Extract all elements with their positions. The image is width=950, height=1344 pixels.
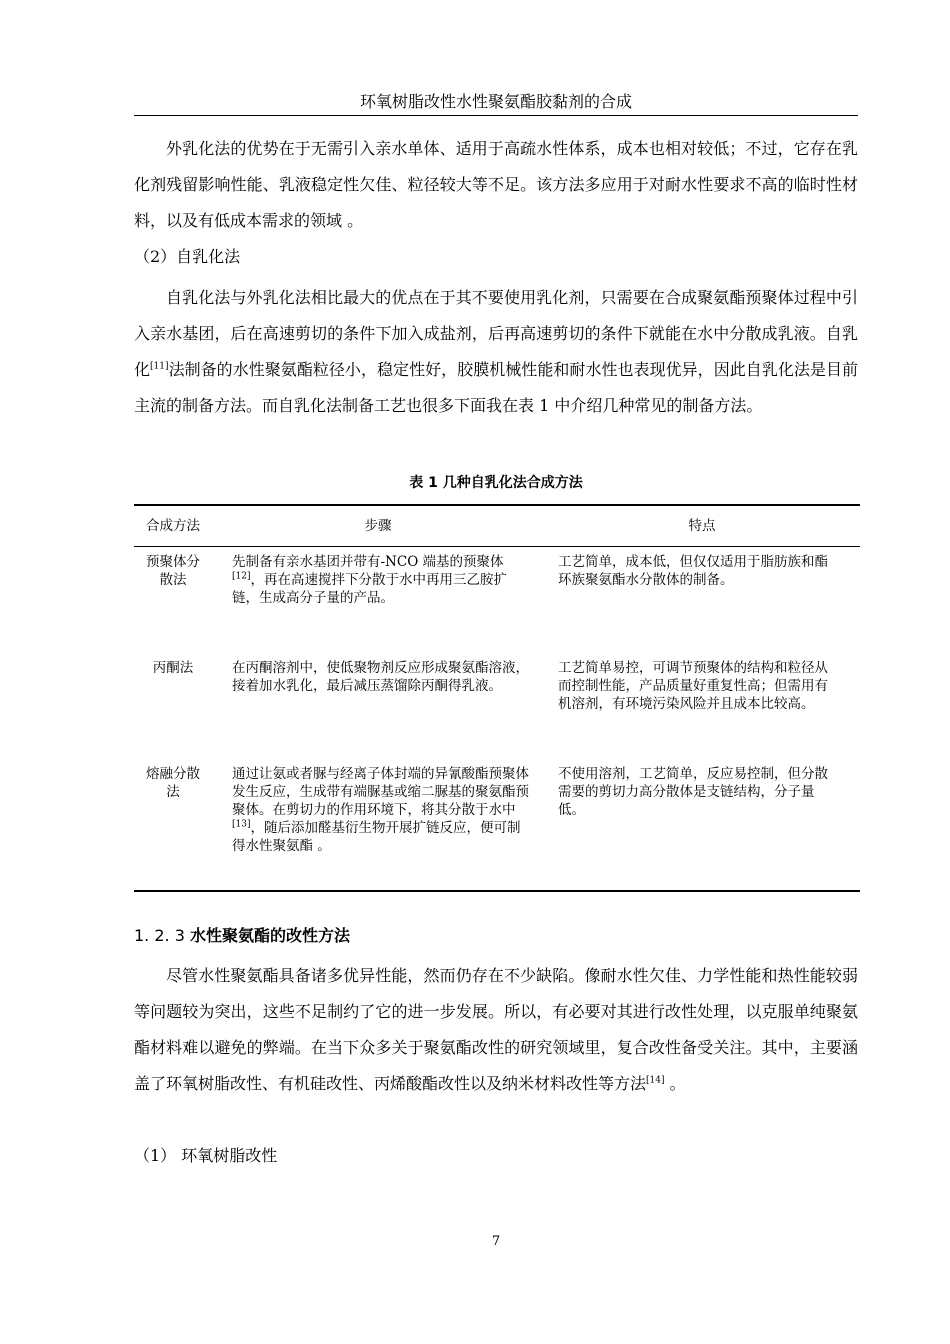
features-cell: 工艺简单，成本低，但仅仅适用于脂肪族和酯环族聚氨酯水分散体的制备。 bbox=[558, 554, 828, 588]
subheading-epoxy-modification: （1） 环氧树脂改性 bbox=[134, 1146, 278, 1165]
citation-ref: [13] bbox=[232, 819, 251, 830]
section-title: 水性聚氨酯的改性方法 bbox=[189, 926, 350, 945]
steps-text: 通过让氨或者脲与经离子体封端的异氰酸酯预聚体发生反应，生成带有端脲基或缩二脲基的聚氨酯预聚体。在剪切力的作用环境下，将其分散于水中 bbox=[232, 766, 529, 818]
steps-cell bbox=[212, 759, 544, 891]
method-cell bbox=[134, 547, 212, 654]
method-cell bbox=[134, 653, 212, 759]
paragraph-text: 。 bbox=[664, 1074, 686, 1093]
column-header-method: 合成方法 bbox=[146, 518, 200, 534]
citation-ref: [12] bbox=[232, 571, 251, 582]
paragraph-external-emulsification: 外乳化法的优势在于无需引入亲水单体、适用于高疏水性体系，成本也相对较低；不过，它存在乳化剂残留影响性能、乳液稳定性欠佳、粒径较大等不足。该方法多应用于对耐水性要求不高的临时性材料，以及有低成本需求的领域 。 bbox=[134, 139, 858, 230]
table-header-row bbox=[134, 505, 860, 547]
method-name: 预聚体分散法 bbox=[146, 554, 200, 588]
method-name: 丙酮法 bbox=[152, 660, 194, 676]
paragraph-text: 法制备的水性聚氨酯粒径小，稳定性好，胶膜机械性能和耐水性也表现优异，因此自乳化法是目前主流的制备方法。而自乳化法制备工艺也很多下面我在表 1 中介绍几种常见的制备方法。 bbox=[134, 360, 858, 415]
paragraph-modification-methods bbox=[134, 958, 858, 1102]
steps-text: 先制备有亲水基团并带有-NCO 端基的预聚体 bbox=[232, 554, 504, 570]
method-name: 熔融分散法 bbox=[146, 766, 200, 800]
paragraph-self-emulsification bbox=[134, 280, 858, 424]
steps-cell bbox=[212, 653, 544, 759]
header-rule bbox=[134, 115, 858, 116]
citation-ref: [14] bbox=[646, 1075, 665, 1086]
methods-table bbox=[134, 504, 860, 892]
paragraph-text: 尽管水性聚氨酯具备诸多优异性能，然而仍存在不少缺陷。像耐水性欠佳、力学性能和热性能较弱等问题较为突出，这些不足制约了它的进一步发展。所以，有必要对其进行改性处理，以克服单纯聚氨酯材料难以避免的弊端。在当下众多关于聚氨酯改性的研究领域里，复合改性备受关注。其中，主要涵盖了环氧树脂改性、有机硅改性、丙烯酸酯改性以及纳米材料改性等方法 bbox=[134, 966, 858, 1093]
method-cell bbox=[134, 759, 212, 891]
steps-cell bbox=[212, 547, 544, 654]
features-cell: 不使用溶剂，工艺简单，反应易控制，但分散需要的剪切力高分散体是支链结构，分子量低。 bbox=[558, 766, 828, 818]
paragraph-text: 自乳化法与外乳化法相比最大的优点在于其不要使用乳化剂，只需要在合成聚氨酯预聚体过程中引入亲水基团，后在高速剪切的条件下加入成盐剂，后再高速剪切的条件下就能在水中分散成乳液。自乳化 bbox=[134, 288, 858, 379]
column-header-steps: 步骤 bbox=[364, 518, 392, 534]
table-caption: 表 1 几种自乳化法合成方法 bbox=[409, 475, 583, 491]
table-row bbox=[134, 759, 860, 891]
features-cell: 工艺简单易控，可调节预聚体的结构和粒径从而控制性能，产品质量好重复性高；但需用有机溶剂，有环境污染风险并且成本比较高。 bbox=[558, 660, 828, 712]
citation-ref: [11] bbox=[150, 361, 169, 372]
section-number: 1. 2. 3 bbox=[134, 926, 185, 945]
page-number: 7 bbox=[491, 1234, 501, 1249]
column-header-features: 特点 bbox=[688, 518, 716, 534]
table-row bbox=[134, 653, 860, 759]
section-heading bbox=[134, 924, 350, 948]
steps-text: ，再在高速搅拌下分散于水中再用三乙胺扩链，生成高分子量的产品。 bbox=[232, 572, 507, 606]
table-row bbox=[134, 547, 860, 654]
subheading-self-emulsification: （2）自乳化法 bbox=[134, 247, 241, 266]
steps-text: ，随后添加醛基衍生物开展扩链反应，便可制得水性聚氨酯 。 bbox=[232, 820, 521, 854]
running-header: 环氧树脂改性水性聚氨酯胶黏剂的合成 bbox=[359, 92, 632, 111]
steps-text: 在丙酮溶剂中，使低聚物剂反应形成聚氨酯溶液，接着加水乳化，最后减压蒸馏除丙酮得乳液。 bbox=[232, 660, 529, 694]
